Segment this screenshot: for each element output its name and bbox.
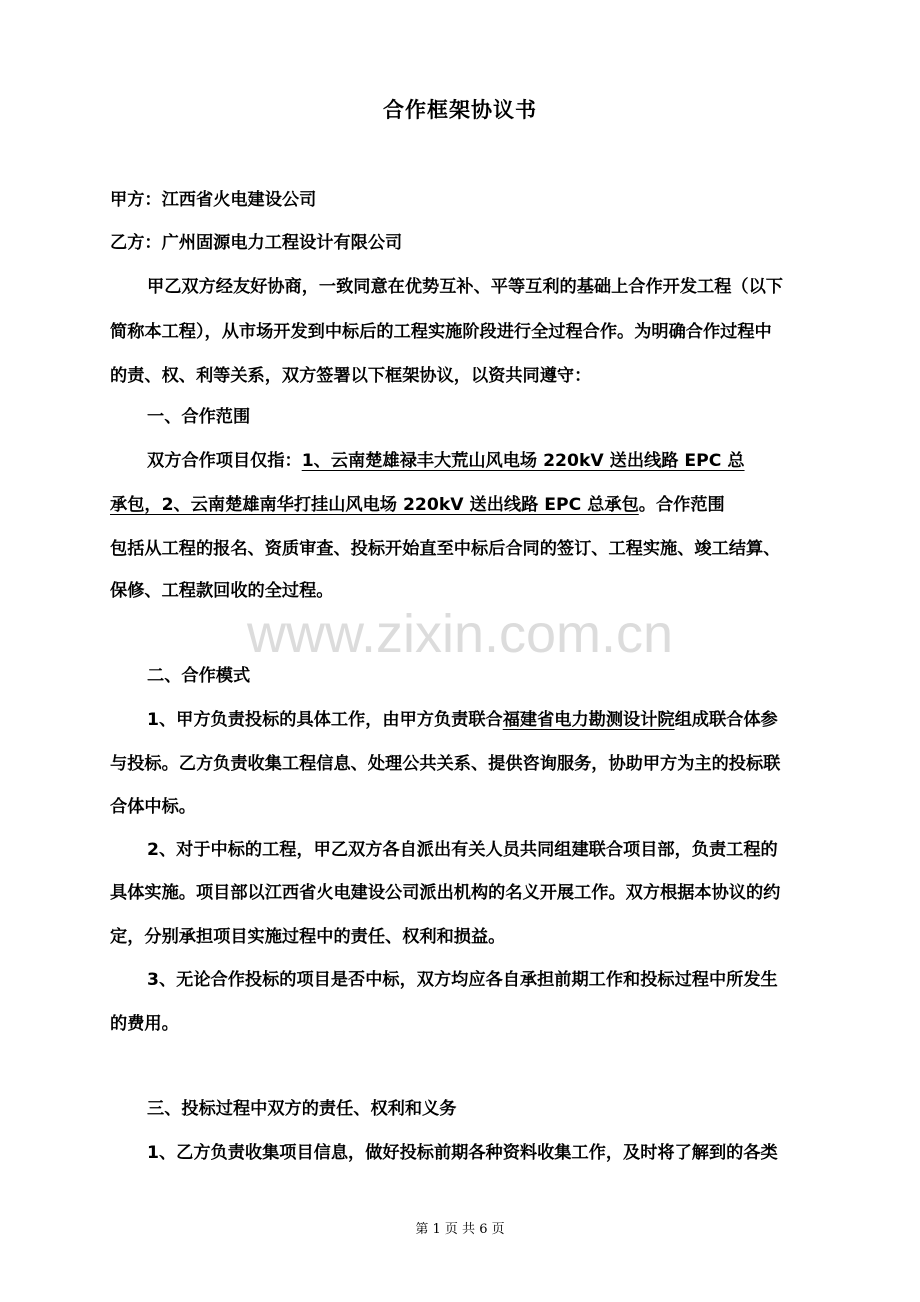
section2-p3-line-1: 3、无论合作投标的项目是否中标，双方均应各自承担前期工作和投标过程中所发生 bbox=[147, 970, 778, 990]
section3-p1-line-1: 1、乙方负责收集项目信息，做好投标前期各种资料收集工作，及时将了解到的各类 bbox=[147, 1143, 778, 1163]
section2-p3-line-2: 的费用。 bbox=[110, 1014, 179, 1034]
section1-line-1 bbox=[147, 449, 745, 473]
section2-p2-line-1: 2、对于中标的工程，甲乙双方各自派出有关人员共同组建联合项目部，负责工程的 bbox=[147, 840, 778, 860]
project-list-part-2: 承包，2、云南楚雄南华打挂山风电场 220kV 送出线路 EPC 总承包 bbox=[110, 495, 639, 515]
section2-p1-line-3: 合体中标。 bbox=[110, 797, 196, 817]
party-b: 乙方：广州固源电力工程设计有限公司 bbox=[110, 233, 403, 253]
section1-line-2 bbox=[110, 493, 725, 517]
section1-line-3: 包括从工程的报名、资质审查、投标开始直至中标后合同的签订、工程实施、竣工结算、 bbox=[110, 539, 781, 559]
page-footer: 第 1 页 共 6 页 bbox=[415, 1222, 505, 1237]
section2-p1-pre: 1、甲方负责投标的具体工作，由甲方负责联合 bbox=[147, 710, 503, 730]
intro-line-2: 简称本工程），从市场开发到中标后的工程实施阶段进行全过程合作。为明确合作过程中 bbox=[110, 322, 772, 342]
intro-line-3: 的责、权、利等关系，双方签署以下框架协议，以资共同遵守： bbox=[110, 366, 592, 386]
section1-line-2-post: 。合作范围 bbox=[638, 495, 725, 515]
intro-line-1: 甲乙双方经友好协商，一致同意在优势互补、平等互利的基础上合作开发工程（以下 bbox=[147, 277, 783, 297]
document-title: 合作框架协议书 bbox=[383, 98, 537, 122]
watermark: www.zixin.com.cn bbox=[246, 604, 674, 664]
design-institute-name: 福建省电力勘测设计院 bbox=[502, 710, 675, 730]
section2-p2-line-3: 定，分别承担项目实施过程中的责任、权利和损益。 bbox=[110, 927, 506, 947]
section2-p1-line-2: 与投标。乙方负责收集工程信息、处理公共关系、提供咨询服务，协助甲方为主的投标联 bbox=[110, 754, 781, 774]
section2-p1-line-1 bbox=[147, 708, 778, 732]
party-a: 甲方：江西省火电建设公司 bbox=[110, 190, 317, 210]
section1-heading: 一、合作范围 bbox=[147, 407, 251, 427]
section3-heading: 三、投标过程中双方的责任、权利和义务 bbox=[147, 1099, 457, 1119]
section2-p2-line-2: 具体实施。项目部以江西省火电建设公司派出机构的名义开展工作。双方根据本协议的约 bbox=[110, 883, 781, 903]
section1-line-4: 保修、工程款回收的全过程。 bbox=[110, 581, 334, 601]
section2-heading: 二、合作模式 bbox=[147, 666, 251, 686]
section1-line-1-pre: 双方合作项目仅指： bbox=[147, 451, 302, 471]
project-list-part-1: 1、云南楚雄禄丰大荒山风电场 220kV 送出线路 EPC 总 bbox=[301, 451, 745, 471]
section2-p1-post: 组成联合体参 bbox=[674, 710, 778, 730]
